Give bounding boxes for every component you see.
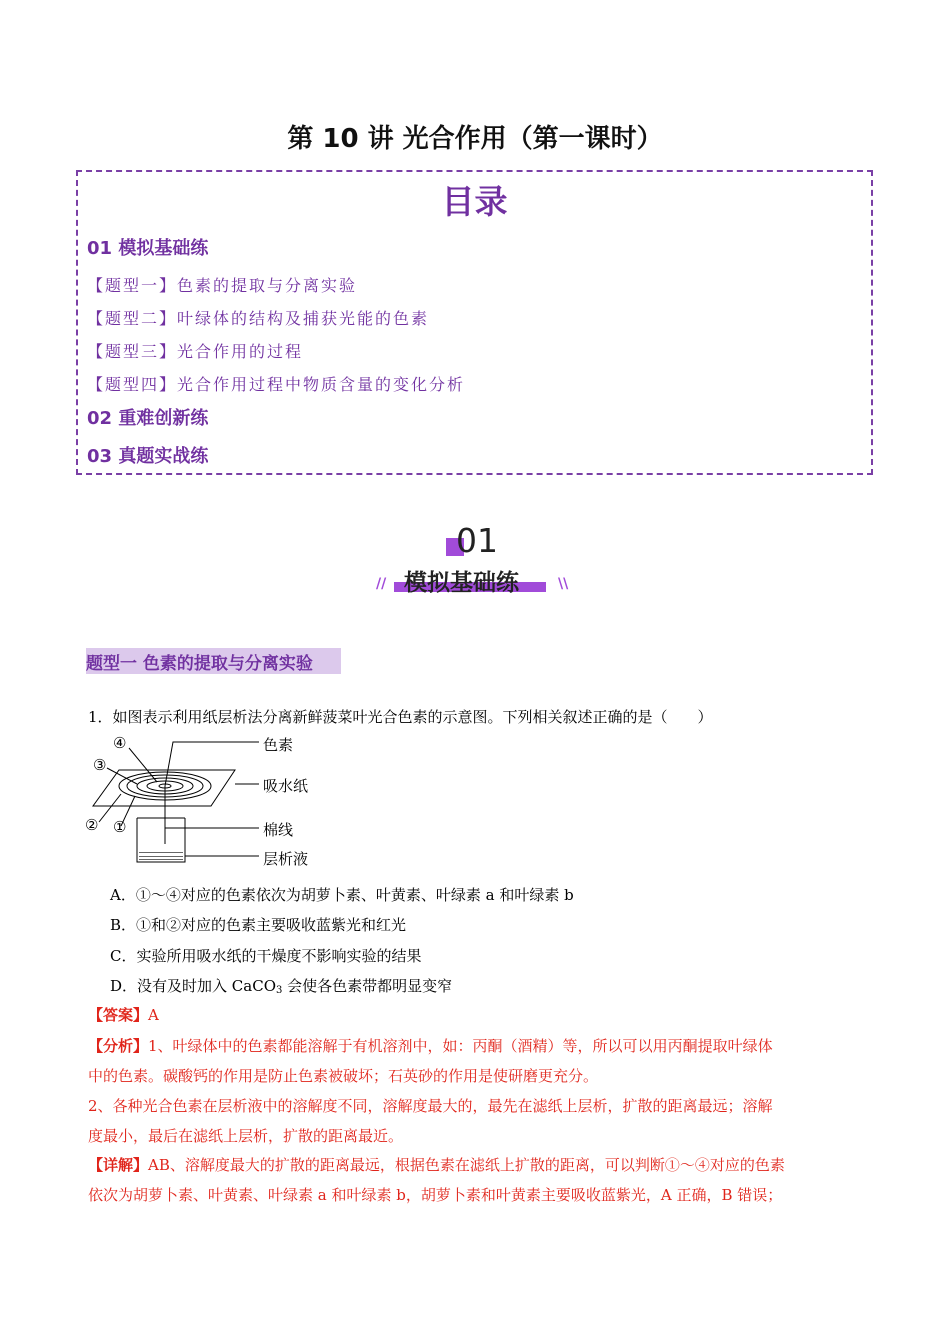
toc-section-3[interactable]: 03 真题实战练: [87, 446, 209, 467]
option-d-text-2: 会使各色素带都明显变窄: [282, 977, 453, 995]
type-heading-text: 题型一 色素的提取与分离实验: [86, 654, 313, 674]
analysis-line-2: 中的色素。碳酸钙的作用是防止色素被破坏；石英砂的作用是使研磨更充分。: [88, 1067, 599, 1085]
banner-number: 01: [456, 521, 498, 560]
analysis-line-3: 2、各种光合色素在层析液中的溶解度不同，溶解度最大的，最先在滤纸上层析，扩散的距离最远；溶解: [88, 1097, 773, 1115]
label-pigment: 色素: [263, 736, 294, 754]
toc-heading: 目录: [441, 182, 508, 221]
option-d[interactable]: [110, 975, 452, 996]
label-thread: 棉线: [263, 821, 294, 839]
type-heading: [86, 648, 341, 674]
analysis-tag: 【分析】: [88, 1037, 149, 1055]
banner-label: 模拟基础练: [404, 570, 519, 596]
label-solvent: 层析液: [263, 850, 309, 868]
option-a[interactable]: A．①～④对应的色素依次为胡萝卜素、叶黄素、叶绿素 a 和叶绿素 b: [110, 886, 574, 904]
toc-item-1[interactable]: 【题型一】色素的提取与分离实验: [87, 276, 358, 295]
label-paper: 吸水纸: [263, 777, 309, 795]
answer-tag: 【答案】: [88, 1006, 149, 1024]
toc-section-2[interactable]: 02 重难创新练: [87, 408, 209, 429]
page-title: 第 10 讲 光合作用（第一课时）: [287, 124, 663, 154]
analysis-line-1: [88, 1036, 773, 1057]
option-d-subscript: 3: [276, 985, 283, 996]
option-d-text-1: D．没有及时加入 CaCO: [110, 977, 276, 995]
toc-item-4[interactable]: 【题型四】光合作用过程中物质含量的变化分析: [87, 375, 466, 394]
question-stem: 1．如图表示利用纸层析法分离新鲜菠菜叶光合色素的示意图。下列相关叙述正确的是（ ）: [88, 708, 713, 726]
chromatography-figure: [85, 734, 325, 874]
circle-label-3: ③: [93, 756, 107, 774]
option-b[interactable]: B．①和②对应的色素主要吸收蓝紫光和红光: [110, 916, 407, 934]
circle-label-4: ④: [113, 734, 127, 752]
option-c[interactable]: C．实验所用吸水纸的干燥度不影响实验的结果: [110, 947, 422, 965]
analysis-line-4: 度最小，最后在滤纸上层析，扩散的距离最近。: [88, 1127, 404, 1145]
analysis-text-1: 1、叶绿体中的色素都能溶解于有机溶剂中，如：丙酮（酒精）等，所以可以用丙酮提取叶绿体: [148, 1037, 773, 1055]
toc-section-1[interactable]: 01 模拟基础练: [87, 238, 209, 259]
section-banner: [370, 520, 580, 600]
table-of-contents: [76, 170, 873, 475]
toc-item-2[interactable]: 【题型二】叶绿体的结构及捕获光能的色素: [87, 309, 430, 328]
banner-right-mark: \\: [558, 576, 569, 592]
toc-item-3[interactable]: 【题型三】光合作用的过程: [87, 342, 304, 361]
detail-text-1: AB、溶解度最大的扩散的距离最远，根据色素在滤纸上扩散的距离，可以判断①～④对应的色素: [148, 1156, 785, 1174]
detail-tag: 【详解】: [88, 1156, 149, 1174]
detail-line-1: [88, 1155, 785, 1176]
detail-line-2: 依次为胡萝卜素、叶黄素、叶绿素 a 和叶绿素 b，胡萝卜素和叶黄素主要吸收蓝紫光，A 正确，B 错误；: [88, 1186, 783, 1204]
circle-label-1: ①: [113, 818, 127, 836]
answer-line: [88, 1005, 159, 1026]
answer-value: A: [148, 1006, 159, 1024]
circle-label-2: ②: [85, 816, 99, 834]
banner-left-mark: //: [376, 576, 387, 592]
